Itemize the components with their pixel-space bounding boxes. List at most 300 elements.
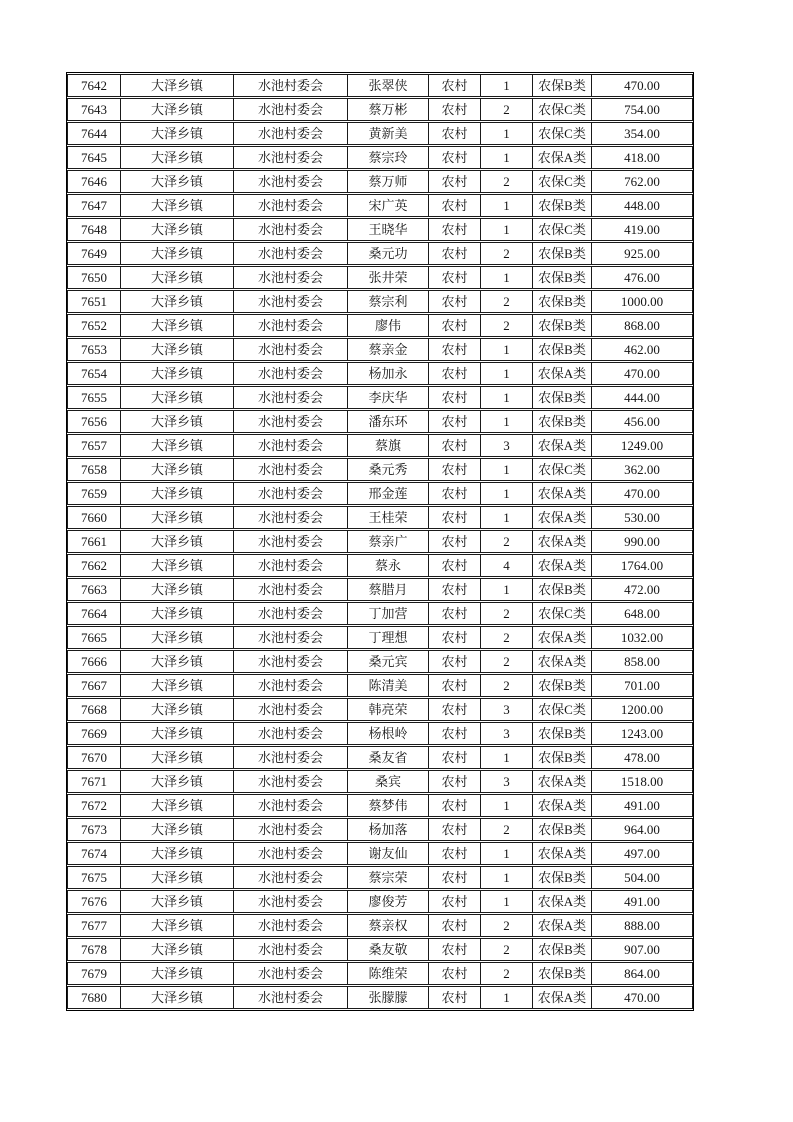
person-name-cell: 蔡万彬 — [348, 98, 429, 121]
insurance-category-cell: 农保A类 — [533, 530, 592, 553]
insurance-category-cell: 农保C类 — [533, 458, 592, 481]
person-count-cell: 1 — [481, 122, 533, 145]
person-name-cell: 桑友省 — [348, 746, 429, 769]
amount-cell: 990.00 — [592, 530, 693, 553]
village-committee-cell: 水池村委会 — [234, 218, 348, 241]
person-count-cell: 2 — [481, 962, 533, 985]
household-type-cell: 农村 — [429, 602, 481, 625]
amount-cell: 470.00 — [592, 482, 693, 505]
village-committee-cell: 水池村委会 — [234, 362, 348, 385]
person-name-cell: 廖伟 — [348, 314, 429, 337]
person-count-cell: 1 — [481, 386, 533, 409]
household-type-cell: 农村 — [429, 386, 481, 409]
sequence-number-cell: 7668 — [67, 698, 121, 721]
table-row — [67, 386, 693, 409]
sequence-number-cell: 7657 — [67, 434, 121, 457]
sequence-number-cell: 7650 — [67, 266, 121, 289]
household-type-cell: 农村 — [429, 314, 481, 337]
person-name-cell: 邢金莲 — [348, 482, 429, 505]
town-cell: 大泽乡镇 — [121, 794, 234, 817]
town-cell: 大泽乡镇 — [121, 890, 234, 913]
village-committee-cell: 水池村委会 — [234, 122, 348, 145]
person-name-cell: 杨根岭 — [348, 722, 429, 745]
insurance-category-cell: 农保A类 — [533, 626, 592, 649]
table-row — [67, 122, 693, 145]
town-cell: 大泽乡镇 — [121, 698, 234, 721]
sequence-number-cell: 7647 — [67, 194, 121, 217]
household-type-cell: 农村 — [429, 650, 481, 673]
amount-cell: 470.00 — [592, 986, 693, 1009]
table-row — [67, 218, 693, 241]
amount-cell: 925.00 — [592, 242, 693, 265]
table-row — [67, 962, 693, 985]
table-row — [67, 74, 693, 97]
household-type-cell: 农村 — [429, 338, 481, 361]
household-type-cell: 农村 — [429, 122, 481, 145]
amount-cell: 504.00 — [592, 866, 693, 889]
town-cell: 大泽乡镇 — [121, 770, 234, 793]
insurance-category-cell: 农保C类 — [533, 170, 592, 193]
town-cell: 大泽乡镇 — [121, 530, 234, 553]
person-name-cell: 韩亮荣 — [348, 698, 429, 721]
amount-cell: 462.00 — [592, 338, 693, 361]
town-cell: 大泽乡镇 — [121, 242, 234, 265]
person-count-cell: 1 — [481, 986, 533, 1009]
town-cell: 大泽乡镇 — [121, 410, 234, 433]
household-type-cell: 农村 — [429, 938, 481, 961]
town-cell: 大泽乡镇 — [121, 122, 234, 145]
village-committee-cell: 水池村委会 — [234, 74, 348, 97]
town-cell: 大泽乡镇 — [121, 674, 234, 697]
insurance-category-cell: 农保A类 — [533, 986, 592, 1009]
town-cell: 大泽乡镇 — [121, 482, 234, 505]
table-row — [67, 434, 693, 457]
household-type-cell: 农村 — [429, 434, 481, 457]
sequence-number-cell: 7656 — [67, 410, 121, 433]
town-cell: 大泽乡镇 — [121, 650, 234, 673]
person-count-cell: 1 — [481, 410, 533, 433]
village-committee-cell: 水池村委会 — [234, 674, 348, 697]
table-row — [67, 314, 693, 337]
table-row — [67, 362, 693, 385]
sequence-number-cell: 7658 — [67, 458, 121, 481]
person-name-cell: 张井荣 — [348, 266, 429, 289]
person-count-cell: 1 — [481, 842, 533, 865]
sequence-number-cell: 7676 — [67, 890, 121, 913]
town-cell: 大泽乡镇 — [121, 554, 234, 577]
table-row — [67, 986, 693, 1009]
table-row — [67, 914, 693, 937]
household-type-cell: 农村 — [429, 818, 481, 841]
village-committee-cell: 水池村委会 — [234, 314, 348, 337]
insurance-category-cell: 农保B类 — [533, 242, 592, 265]
household-type-cell: 农村 — [429, 626, 481, 649]
village-committee-cell: 水池村委会 — [234, 746, 348, 769]
person-count-cell: 2 — [481, 530, 533, 553]
table-row — [67, 698, 693, 721]
person-count-cell: 2 — [481, 650, 533, 673]
insurance-category-cell: 农保B类 — [533, 386, 592, 409]
sequence-number-cell: 7651 — [67, 290, 121, 313]
household-type-cell: 农村 — [429, 458, 481, 481]
insurance-category-cell: 农保B类 — [533, 314, 592, 337]
town-cell: 大泽乡镇 — [121, 746, 234, 769]
town-cell: 大泽乡镇 — [121, 386, 234, 409]
village-committee-cell: 水池村委会 — [234, 938, 348, 961]
village-committee-cell: 水池村委会 — [234, 842, 348, 865]
person-count-cell: 1 — [481, 866, 533, 889]
insurance-category-cell: 农保A类 — [533, 482, 592, 505]
person-name-cell: 杨加永 — [348, 362, 429, 385]
table-row — [67, 842, 693, 865]
person-count-cell: 1 — [481, 338, 533, 361]
table-row — [67, 458, 693, 481]
town-cell: 大泽乡镇 — [121, 74, 234, 97]
insurance-category-cell: 农保B类 — [533, 410, 592, 433]
household-type-cell: 农村 — [429, 962, 481, 985]
village-committee-cell: 水池村委会 — [234, 554, 348, 577]
village-committee-cell: 水池村委会 — [234, 98, 348, 121]
household-type-cell: 农村 — [429, 242, 481, 265]
sequence-number-cell: 7659 — [67, 482, 121, 505]
sequence-number-cell: 7661 — [67, 530, 121, 553]
insurance-category-cell: 农保C类 — [533, 98, 592, 121]
subsidy-table — [66, 72, 694, 1011]
amount-cell: 1249.00 — [592, 434, 693, 457]
person-count-cell: 2 — [481, 242, 533, 265]
person-name-cell: 蔡亲权 — [348, 914, 429, 937]
town-cell: 大泽乡镇 — [121, 506, 234, 529]
table-row — [67, 890, 693, 913]
table-row — [67, 770, 693, 793]
household-type-cell: 农村 — [429, 674, 481, 697]
person-count-cell: 1 — [481, 746, 533, 769]
table-row — [67, 722, 693, 745]
amount-cell: 478.00 — [592, 746, 693, 769]
sequence-number-cell: 7672 — [67, 794, 121, 817]
table-row — [67, 578, 693, 601]
household-type-cell: 农村 — [429, 722, 481, 745]
person-count-cell: 1 — [481, 266, 533, 289]
person-name-cell: 杨加落 — [348, 818, 429, 841]
person-name-cell: 潘东环 — [348, 410, 429, 433]
person-name-cell: 桑元宾 — [348, 650, 429, 673]
town-cell: 大泽乡镇 — [121, 194, 234, 217]
amount-cell: 868.00 — [592, 314, 693, 337]
household-type-cell: 农村 — [429, 794, 481, 817]
table-row — [67, 866, 693, 889]
sequence-number-cell: 7670 — [67, 746, 121, 769]
amount-cell: 497.00 — [592, 842, 693, 865]
household-type-cell: 农村 — [429, 746, 481, 769]
insurance-category-cell: 农保B类 — [533, 722, 592, 745]
person-name-cell: 王桂荣 — [348, 506, 429, 529]
table-row — [67, 194, 693, 217]
sequence-number-cell: 7664 — [67, 602, 121, 625]
household-type-cell: 农村 — [429, 866, 481, 889]
person-count-cell: 1 — [481, 506, 533, 529]
person-name-cell: 蔡腊月 — [348, 578, 429, 601]
sequence-number-cell: 7666 — [67, 650, 121, 673]
village-committee-cell: 水池村委会 — [234, 146, 348, 169]
insurance-category-cell: 农保B类 — [533, 338, 592, 361]
table-row — [67, 938, 693, 961]
village-committee-cell: 水池村委会 — [234, 530, 348, 553]
person-count-cell: 1 — [481, 362, 533, 385]
insurance-category-cell: 农保B类 — [533, 290, 592, 313]
amount-cell: 888.00 — [592, 914, 693, 937]
town-cell: 大泽乡镇 — [121, 602, 234, 625]
person-count-cell: 1 — [481, 458, 533, 481]
village-committee-cell: 水池村委会 — [234, 434, 348, 457]
sequence-number-cell: 7680 — [67, 986, 121, 1009]
sequence-number-cell: 7655 — [67, 386, 121, 409]
village-committee-cell: 水池村委会 — [234, 914, 348, 937]
sequence-number-cell: 7665 — [67, 626, 121, 649]
insurance-category-cell: 农保C类 — [533, 602, 592, 625]
town-cell: 大泽乡镇 — [121, 434, 234, 457]
person-count-cell: 2 — [481, 170, 533, 193]
table-row — [67, 626, 693, 649]
insurance-category-cell: 农保A类 — [533, 794, 592, 817]
subsidy-table-body — [67, 74, 693, 1009]
person-name-cell: 蔡宗利 — [348, 290, 429, 313]
amount-cell: 864.00 — [592, 962, 693, 985]
amount-cell: 964.00 — [592, 818, 693, 841]
table-row — [67, 674, 693, 697]
person-name-cell: 黄新美 — [348, 122, 429, 145]
household-type-cell: 农村 — [429, 146, 481, 169]
insurance-category-cell: 农保B类 — [533, 74, 592, 97]
village-committee-cell: 水池村委会 — [234, 242, 348, 265]
person-count-cell: 3 — [481, 698, 533, 721]
person-name-cell: 桑宾 — [348, 770, 429, 793]
village-committee-cell: 水池村委会 — [234, 170, 348, 193]
insurance-category-cell: 农保B类 — [533, 938, 592, 961]
amount-cell: 419.00 — [592, 218, 693, 241]
table-row — [67, 482, 693, 505]
amount-cell: 470.00 — [592, 74, 693, 97]
person-name-cell: 蔡万师 — [348, 170, 429, 193]
sequence-number-cell: 7648 — [67, 218, 121, 241]
amount-cell: 754.00 — [592, 98, 693, 121]
table-row — [67, 746, 693, 769]
sequence-number-cell: 7674 — [67, 842, 121, 865]
town-cell: 大泽乡镇 — [121, 218, 234, 241]
person-name-cell: 张翠侠 — [348, 74, 429, 97]
table-row — [67, 290, 693, 313]
household-type-cell: 农村 — [429, 290, 481, 313]
person-name-cell: 丁理想 — [348, 626, 429, 649]
household-type-cell: 农村 — [429, 770, 481, 793]
person-count-cell: 1 — [481, 74, 533, 97]
town-cell: 大泽乡镇 — [121, 98, 234, 121]
amount-cell: 1000.00 — [592, 290, 693, 313]
village-committee-cell: 水池村委会 — [234, 890, 348, 913]
person-count-cell: 1 — [481, 578, 533, 601]
person-count-cell: 2 — [481, 98, 533, 121]
insurance-category-cell: 农保B类 — [533, 674, 592, 697]
insurance-category-cell: 农保A类 — [533, 842, 592, 865]
insurance-category-cell: 农保B类 — [533, 266, 592, 289]
person-name-cell: 蔡宗荣 — [348, 866, 429, 889]
amount-cell: 1764.00 — [592, 554, 693, 577]
household-type-cell: 农村 — [429, 530, 481, 553]
sequence-number-cell: 7679 — [67, 962, 121, 985]
sequence-number-cell: 7677 — [67, 914, 121, 937]
town-cell: 大泽乡镇 — [121, 866, 234, 889]
household-type-cell: 农村 — [429, 842, 481, 865]
village-committee-cell: 水池村委会 — [234, 770, 348, 793]
person-count-cell: 1 — [481, 890, 533, 913]
town-cell: 大泽乡镇 — [121, 458, 234, 481]
insurance-category-cell: 农保C类 — [533, 122, 592, 145]
person-name-cell: 谢友仙 — [348, 842, 429, 865]
insurance-category-cell: 农保B类 — [533, 578, 592, 601]
village-committee-cell: 水池村委会 — [234, 818, 348, 841]
insurance-category-cell: 农保A类 — [533, 890, 592, 913]
person-count-cell: 3 — [481, 722, 533, 745]
table-row — [67, 170, 693, 193]
person-count-cell: 4 — [481, 554, 533, 577]
village-committee-cell: 水池村委会 — [234, 698, 348, 721]
household-type-cell: 农村 — [429, 986, 481, 1009]
household-type-cell: 农村 — [429, 482, 481, 505]
amount-cell: 354.00 — [592, 122, 693, 145]
household-type-cell: 农村 — [429, 194, 481, 217]
town-cell: 大泽乡镇 — [121, 818, 234, 841]
household-type-cell: 农村 — [429, 914, 481, 937]
insurance-category-cell: 农保B类 — [533, 746, 592, 769]
document-page — [66, 72, 694, 1011]
table-row — [67, 602, 693, 625]
sequence-number-cell: 7644 — [67, 122, 121, 145]
person-count-cell: 2 — [481, 674, 533, 697]
amount-cell: 456.00 — [592, 410, 693, 433]
amount-cell: 362.00 — [592, 458, 693, 481]
household-type-cell: 农村 — [429, 170, 481, 193]
village-committee-cell: 水池村委会 — [234, 338, 348, 361]
household-type-cell: 农村 — [429, 506, 481, 529]
person-name-cell: 王晓华 — [348, 218, 429, 241]
person-count-cell: 2 — [481, 938, 533, 961]
household-type-cell: 农村 — [429, 578, 481, 601]
village-committee-cell: 水池村委会 — [234, 866, 348, 889]
household-type-cell: 农村 — [429, 890, 481, 913]
person-name-cell: 宋广英 — [348, 194, 429, 217]
sequence-number-cell: 7675 — [67, 866, 121, 889]
amount-cell: 1243.00 — [592, 722, 693, 745]
amount-cell: 530.00 — [592, 506, 693, 529]
amount-cell: 1200.00 — [592, 698, 693, 721]
person-count-cell: 3 — [481, 770, 533, 793]
insurance-category-cell: 农保B类 — [533, 962, 592, 985]
table-row — [67, 338, 693, 361]
person-count-cell: 1 — [481, 194, 533, 217]
insurance-category-cell: 农保A类 — [533, 770, 592, 793]
village-committee-cell: 水池村委会 — [234, 290, 348, 313]
person-name-cell: 桑元秀 — [348, 458, 429, 481]
person-count-cell: 2 — [481, 818, 533, 841]
table-row — [67, 266, 693, 289]
table-row — [67, 554, 693, 577]
household-type-cell: 农村 — [429, 266, 481, 289]
village-committee-cell: 水池村委会 — [234, 506, 348, 529]
village-committee-cell: 水池村委会 — [234, 626, 348, 649]
town-cell: 大泽乡镇 — [121, 986, 234, 1009]
person-name-cell: 张朦朦 — [348, 986, 429, 1009]
sequence-number-cell: 7654 — [67, 362, 121, 385]
person-name-cell: 蔡梦伟 — [348, 794, 429, 817]
amount-cell: 1518.00 — [592, 770, 693, 793]
insurance-category-cell: 农保B类 — [533, 866, 592, 889]
table-row — [67, 530, 693, 553]
town-cell: 大泽乡镇 — [121, 626, 234, 649]
village-committee-cell: 水池村委会 — [234, 602, 348, 625]
household-type-cell: 农村 — [429, 218, 481, 241]
amount-cell: 470.00 — [592, 362, 693, 385]
person-count-cell: 3 — [481, 434, 533, 457]
household-type-cell: 农村 — [429, 98, 481, 121]
amount-cell: 448.00 — [592, 194, 693, 217]
town-cell: 大泽乡镇 — [121, 362, 234, 385]
person-name-cell: 廖俊芳 — [348, 890, 429, 913]
town-cell: 大泽乡镇 — [121, 266, 234, 289]
sequence-number-cell: 7645 — [67, 146, 121, 169]
person-name-cell: 蔡旗 — [348, 434, 429, 457]
table-row — [67, 794, 693, 817]
table-row — [67, 410, 693, 433]
person-name-cell: 桑元功 — [348, 242, 429, 265]
town-cell: 大泽乡镇 — [121, 338, 234, 361]
town-cell: 大泽乡镇 — [121, 314, 234, 337]
table-row — [67, 650, 693, 673]
sequence-number-cell: 7667 — [67, 674, 121, 697]
table-row — [67, 98, 693, 121]
village-committee-cell: 水池村委会 — [234, 962, 348, 985]
insurance-category-cell: 农保A类 — [533, 554, 592, 577]
sequence-number-cell: 7653 — [67, 338, 121, 361]
amount-cell: 762.00 — [592, 170, 693, 193]
town-cell: 大泽乡镇 — [121, 842, 234, 865]
town-cell: 大泽乡镇 — [121, 578, 234, 601]
sequence-number-cell: 7652 — [67, 314, 121, 337]
village-committee-cell: 水池村委会 — [234, 410, 348, 433]
insurance-category-cell: 农保A类 — [533, 506, 592, 529]
insurance-category-cell: 农保A类 — [533, 914, 592, 937]
village-committee-cell: 水池村委会 — [234, 482, 348, 505]
household-type-cell: 农村 — [429, 362, 481, 385]
sequence-number-cell: 7669 — [67, 722, 121, 745]
person-name-cell: 丁加营 — [348, 602, 429, 625]
sequence-number-cell: 7671 — [67, 770, 121, 793]
village-committee-cell: 水池村委会 — [234, 794, 348, 817]
town-cell: 大泽乡镇 — [121, 290, 234, 313]
town-cell: 大泽乡镇 — [121, 914, 234, 937]
amount-cell: 907.00 — [592, 938, 693, 961]
insurance-category-cell: 农保C类 — [533, 698, 592, 721]
insurance-category-cell: 农保B类 — [533, 194, 592, 217]
sequence-number-cell: 7646 — [67, 170, 121, 193]
person-count-cell: 1 — [481, 146, 533, 169]
sequence-number-cell: 7662 — [67, 554, 121, 577]
village-committee-cell: 水池村委会 — [234, 194, 348, 217]
person-name-cell: 蔡宗玲 — [348, 146, 429, 169]
person-count-cell: 2 — [481, 602, 533, 625]
person-name-cell: 陈清美 — [348, 674, 429, 697]
household-type-cell: 农村 — [429, 74, 481, 97]
table-row — [67, 506, 693, 529]
